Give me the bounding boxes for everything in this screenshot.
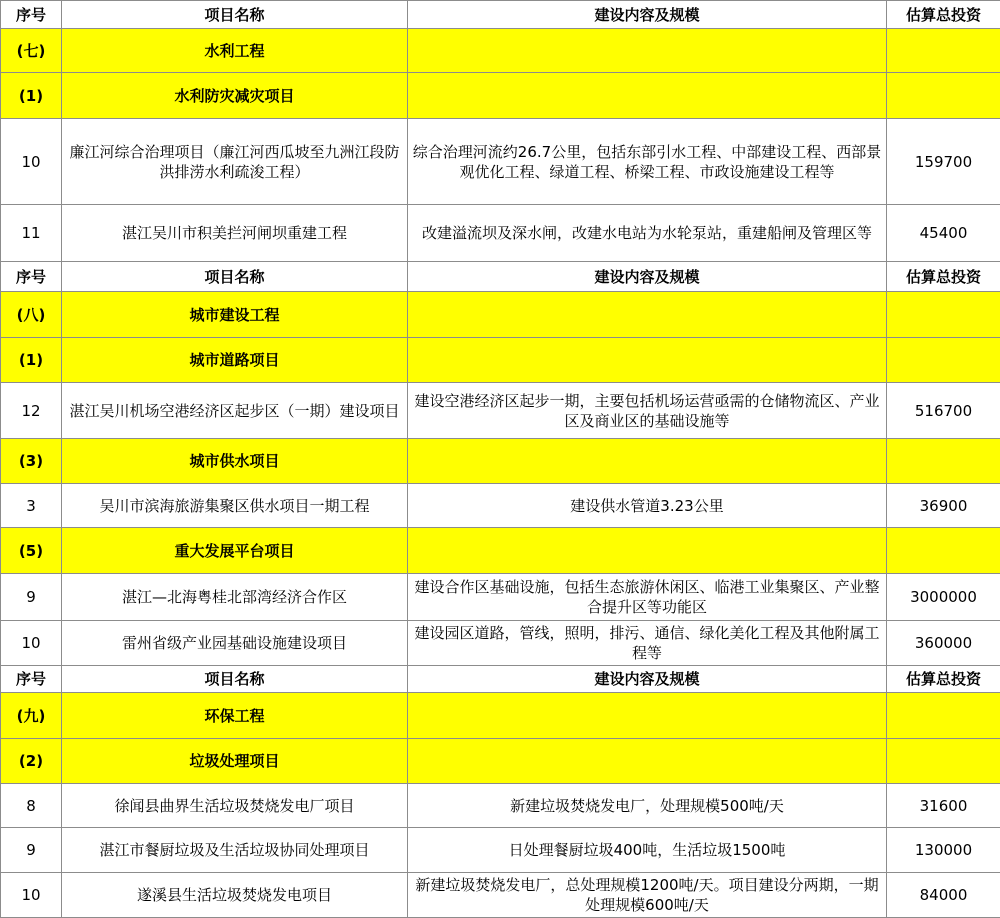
row-content: 新建垃圾焚烧发电厂，处理规模500吨/天 (408, 784, 887, 828)
row-content: 建设空港经济区起步一期，主要包括机场运营亟需的仓储物流区、产业区及商业区的基础设施等 (408, 383, 887, 439)
section-row (1, 739, 1000, 784)
section-no: (1) (1, 338, 62, 383)
section-invest-empty (887, 29, 1000, 73)
section-row (1, 528, 1000, 574)
header-no: 序号 (1, 262, 62, 292)
row-content: 建设园区道路，管线，照明，排污、通信、绿化美化工程及其他附属工程等 (408, 621, 887, 666)
section-content-empty (408, 439, 887, 484)
header-row (1, 262, 1000, 292)
row-name: 湛江吴川市积美拦河闸坝重建工程 (62, 205, 408, 262)
row-name: 湛江—北海粤桂北部湾经济合作区 (62, 574, 408, 621)
section-row (1, 439, 1000, 484)
header-content: 建设内容及规模 (408, 262, 887, 292)
row-no: 8 (1, 784, 62, 828)
section-no: (九) (1, 693, 62, 739)
section-title: 城市建设工程 (62, 292, 408, 338)
row-invest: 130000 (887, 828, 1000, 873)
section-title: 重大发展平台项目 (62, 528, 408, 574)
section-content-empty (408, 73, 887, 119)
row-invest: 45400 (887, 205, 1000, 262)
section-invest-empty (887, 693, 1000, 739)
header-name: 项目名称 (62, 262, 408, 292)
section-row (1, 292, 1000, 338)
row-content: 综合治理河流约26.7公里，包括东部引水工程、中部建设工程、西部景观优化工程、绿道工程、桥梁工程、市政设施建设工程等 (408, 119, 887, 205)
row-no: 11 (1, 205, 62, 262)
section-content-empty (408, 693, 887, 739)
header-no: 序号 (1, 1, 62, 29)
section-invest-empty (887, 292, 1000, 338)
section-row (1, 73, 1000, 119)
header-no: 序号 (1, 666, 62, 693)
header-row (1, 1, 1000, 29)
row-no: 12 (1, 383, 62, 439)
header-invest: 估算总投资 (887, 1, 1000, 29)
section-content-empty (408, 338, 887, 383)
section-invest-empty (887, 739, 1000, 784)
row-name: 廉江河综合治理项目（廉江河西瓜坡至九洲江段防洪排涝水利疏浚工程） (62, 119, 408, 205)
section-no: (八) (1, 292, 62, 338)
section-content-empty (408, 739, 887, 784)
section-row (1, 693, 1000, 739)
table-row (1, 873, 1000, 918)
section-title: 城市供水项目 (62, 439, 408, 484)
section-no: (2) (1, 739, 62, 784)
section-title: 环保工程 (62, 693, 408, 739)
table-row (1, 784, 1000, 828)
header-name: 项目名称 (62, 666, 408, 693)
row-no: 10 (1, 873, 62, 918)
section-row (1, 29, 1000, 73)
row-no: 9 (1, 574, 62, 621)
section-content-empty (408, 292, 887, 338)
header-invest: 估算总投资 (887, 262, 1000, 292)
section-title: 水利工程 (62, 29, 408, 73)
project-table-body (1, 1, 1000, 918)
header-name: 项目名称 (62, 1, 408, 29)
section-no: (3) (1, 439, 62, 484)
section-no: (1) (1, 73, 62, 119)
table-row (1, 205, 1000, 262)
section-no: (七) (1, 29, 62, 73)
section-row (1, 338, 1000, 383)
row-content: 改建溢流坝及深水闸，改建水电站为水轮泵站，重建船闸及管理区等 (408, 205, 887, 262)
row-invest: 159700 (887, 119, 1000, 205)
section-invest-empty (887, 338, 1000, 383)
section-invest-empty (887, 73, 1000, 119)
section-content-empty (408, 29, 887, 73)
section-title: 水利防灾减灾项目 (62, 73, 408, 119)
table-row (1, 574, 1000, 621)
table-row (1, 621, 1000, 666)
row-invest: 3000000 (887, 574, 1000, 621)
section-title: 城市道路项目 (62, 338, 408, 383)
row-content: 新建垃圾焚烧发电厂，总处理规模1200吨/天。项目建设分两期，一期处理规模600吨/天 (408, 873, 887, 918)
row-name: 徐闻县曲界生活垃圾焚烧发电厂项目 (62, 784, 408, 828)
section-title: 垃圾处理项目 (62, 739, 408, 784)
row-name: 吴川市滨海旅游集聚区供水项目一期工程 (62, 484, 408, 528)
row-invest: 36900 (887, 484, 1000, 528)
row-no: 9 (1, 828, 62, 873)
row-name: 湛江吴川机场空港经济区起步区（一期）建设项目 (62, 383, 408, 439)
section-invest-empty (887, 528, 1000, 574)
table-row (1, 828, 1000, 873)
row-no: 10 (1, 621, 62, 666)
row-invest: 516700 (887, 383, 1000, 439)
row-name: 遂溪县生活垃圾焚烧发电项目 (62, 873, 408, 918)
header-content: 建设内容及规模 (408, 1, 887, 29)
row-name: 雷州省级产业园基础设施建设项目 (62, 621, 408, 666)
table-row (1, 383, 1000, 439)
row-content: 建设合作区基础设施，包括生态旅游休闲区、临港工业集聚区、产业整合提升区等功能区 (408, 574, 887, 621)
header-invest: 估算总投资 (887, 666, 1000, 693)
row-invest: 84000 (887, 873, 1000, 918)
table-row (1, 119, 1000, 205)
header-row (1, 666, 1000, 693)
row-invest: 360000 (887, 621, 1000, 666)
table-row (1, 484, 1000, 528)
section-no: (5) (1, 528, 62, 574)
section-content-empty (408, 528, 887, 574)
section-invest-empty (887, 439, 1000, 484)
row-name: 湛江市餐厨垃圾及生活垃圾协同处理项目 (62, 828, 408, 873)
header-content: 建设内容及规模 (408, 666, 887, 693)
row-no: 10 (1, 119, 62, 205)
row-content: 建设供水管道3.23公里 (408, 484, 887, 528)
row-content: 日处理餐厨垃圾400吨，生活垃圾1500吨 (408, 828, 887, 873)
row-invest: 31600 (887, 784, 1000, 828)
row-no: 3 (1, 484, 62, 528)
